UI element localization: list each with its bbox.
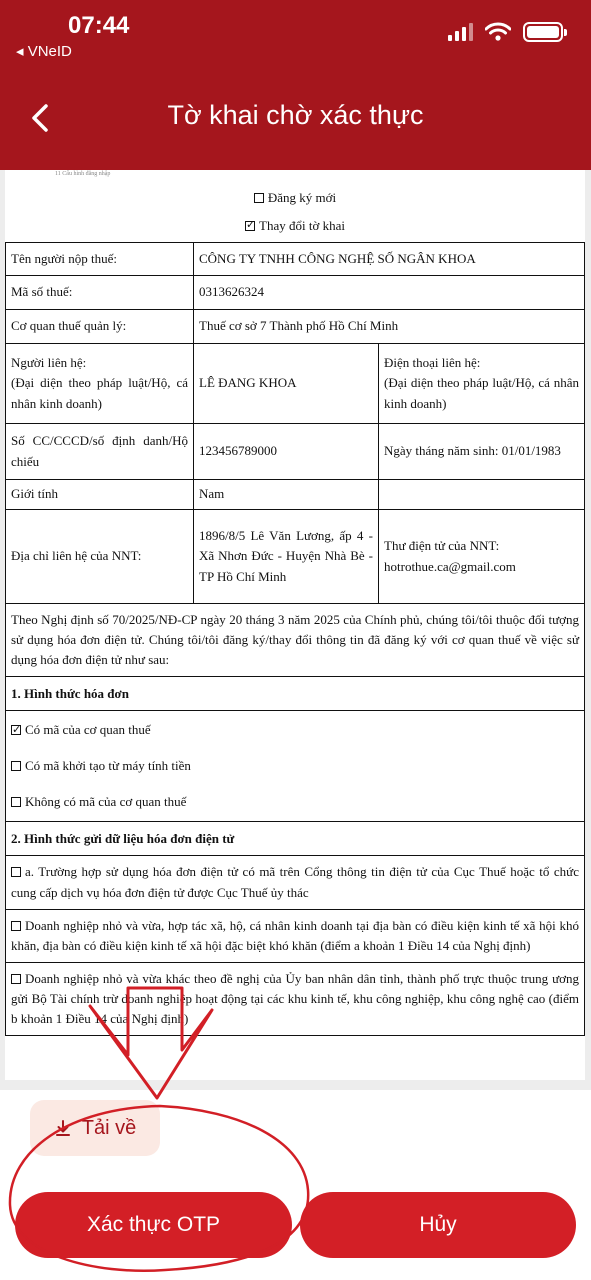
contact-label: Người liên hệ: [11, 355, 87, 371]
contact-label-cell [6, 344, 194, 424]
address-label: Địa chỉ liên hệ của NNT: [6, 510, 194, 604]
table-row [6, 711, 585, 822]
email-label: Thư điện tử của NNT: [384, 538, 500, 554]
checkbox-checked-icon [245, 221, 255, 231]
phone-label: Điện thoại liên hệ: [384, 355, 481, 371]
checkbox-empty-icon [11, 797, 21, 807]
agency-label: Cơ quan thuế quản lý: [6, 310, 194, 344]
declaration-document [5, 170, 585, 1080]
taxcode-label: Mã số thuế: [6, 276, 194, 310]
option-invoice-with-code [11, 720, 579, 756]
cancel-button[interactable] [300, 1192, 576, 1258]
otp-verify-label: Xác thực OTP [86, 1213, 221, 1236]
id-value: 123456789000 [194, 424, 379, 480]
otp-verify-button[interactable] [15, 1192, 292, 1258]
status-icons [448, 22, 563, 42]
id-label: Số CC/CCCD/số định danh/Hộ chiếu [6, 424, 194, 480]
option-label: Không có mã của cơ quan thuế [25, 794, 187, 810]
section2-option-b [6, 909, 585, 962]
section2-title: 2. Hình thức gửi dữ liệu hóa đơn điện tử [6, 822, 585, 856]
table-row [6, 604, 585, 677]
status-back-to-app[interactable]: ◂ VNeID [16, 43, 72, 60]
table-row [6, 510, 585, 604]
option-label: Có mã của cơ quan thuế [25, 722, 151, 738]
agency-value: Thuế cơ sở 7 Thành phố Hồ Chí Minh [194, 310, 585, 344]
checkbox-empty-icon [11, 867, 21, 877]
empty-cell [379, 480, 585, 510]
gender-value: Nam [194, 480, 379, 510]
signal-icon [448, 23, 473, 41]
section2-option-c [6, 962, 585, 1035]
checkbox-checked-icon [11, 725, 21, 735]
download-button[interactable] [30, 1100, 160, 1156]
table-row [6, 424, 585, 480]
checkbox-empty-icon [254, 193, 264, 203]
gender-label: Giới tính [6, 480, 194, 510]
table-row [6, 856, 585, 909]
checkbox-new-label: Đăng ký mới [267, 190, 337, 205]
checkbox-change-label: Thay đổi tờ khai [259, 218, 345, 233]
address-value: 1896/8/5 Lê Văn Lương, ấp 4 - Xã Nhơn Đức - Huyện Nhà Bè - TP Hồ Chí Minh [194, 510, 379, 604]
checkbox-change-declaration [5, 218, 585, 234]
taxpayer-label: Tên người nộp thuế: [6, 243, 194, 276]
dob-label: Ngày tháng năm sinh: 01/01/1983 [379, 424, 585, 480]
table-row [6, 310, 585, 344]
table-row [6, 677, 585, 711]
phone-label-cell [379, 344, 585, 424]
battery-icon [523, 22, 563, 42]
option-label: Doanh nghiệp nhỏ và vừa, hợp tác xã, hộ, cá nhân kinh doanh tại địa bàn có điều kiện kinh tế xã hội khó khăn, địa bàn có điều kiện kinh tế xã hội đặc biệt khó khăn (điểm a khoản 1 Điều 14 của Nghị định) [11, 917, 579, 953]
option-label: a. Trường hợp sử dụng hóa đơn điện tử có mã trên Cổng thông tin điện tử của Cục Thuế hoặc tổ chức cung cấp dịch vụ hóa đơn điện tử được Cục Thuế ủy thác [11, 864, 579, 900]
checkbox-empty-icon [11, 974, 21, 984]
phone-sub: (Đại diện theo pháp luật/Hộ, cá nhân kinh doanh) [384, 375, 579, 411]
page-title: Tờ khai chờ xác thực [167, 100, 424, 130]
taxpayer-value: CÔNG TY TNHH CÔNG NGHỆ SỐ NGÂN KHOA [194, 243, 585, 276]
option-invoice-cash-register [11, 756, 579, 792]
option-label: Doanh nghiệp nhỏ và vừa khác theo đề nghị của Ủy ban nhân dân tỉnh, thành phố trực thuộc trung ương gửi Bộ Tài chính trừ doanh nghiệp hoạt động tại các khu kinh tế, khu công nghiệp, khu công nghệ cao (điểm b khoản 1 Điều 14 của Nghị định) [11, 970, 579, 1027]
table-row [6, 822, 585, 856]
table-row [6, 276, 585, 310]
download-label: Tải về [81, 1116, 137, 1139]
contact-value: LÊ ĐANG KHOA [194, 344, 379, 424]
checkbox-empty-icon [11, 761, 21, 771]
declaration-table [5, 242, 585, 1036]
wifi-icon [485, 22, 511, 42]
checkbox-new-registration [5, 190, 585, 206]
taxcode-value: 0313626324 [194, 276, 585, 310]
app-header [0, 0, 591, 170]
table-row [6, 243, 585, 276]
email-cell [379, 510, 585, 604]
intro-text: Theo Nghị định số 70/2025/NĐ-CP ngày 20 tháng 3 năm 2025 của Chính phủ, chúng tôi/tôi thuộc đối tượng sử dụng hóa đơn điện tử. Chúng tôi/tôi đăng ký/thay đổi thông tin đã đăng ký với cơ quan thuế về việc sử dụng hóa đơn điện tử như sau: [6, 604, 585, 677]
section2-option-a [6, 856, 585, 909]
status-time: 07:44 [68, 12, 130, 39]
table-row [6, 909, 585, 962]
table-row [6, 344, 585, 424]
option-label: Có mã khởi tạo từ máy tính tiền [25, 758, 191, 774]
table-row [6, 480, 585, 510]
download-icon [54, 1119, 72, 1137]
section1-options [6, 711, 585, 822]
email-value: hotrothue.ca@gmail.com [384, 558, 516, 574]
document-top-note: 11 Cấu hình đăng nhập [55, 171, 111, 177]
section1-title: 1. Hình thức hóa đơn [6, 677, 585, 711]
checkbox-empty-icon [11, 921, 21, 931]
table-row [6, 962, 585, 1035]
contact-sub: (Đại diện theo pháp luật/Hộ, cá nhân kinh doanh) [11, 375, 188, 411]
cancel-label: Hủy [419, 1213, 457, 1236]
option-invoice-no-code [11, 792, 579, 812]
document-viewer[interactable] [0, 170, 591, 1090]
